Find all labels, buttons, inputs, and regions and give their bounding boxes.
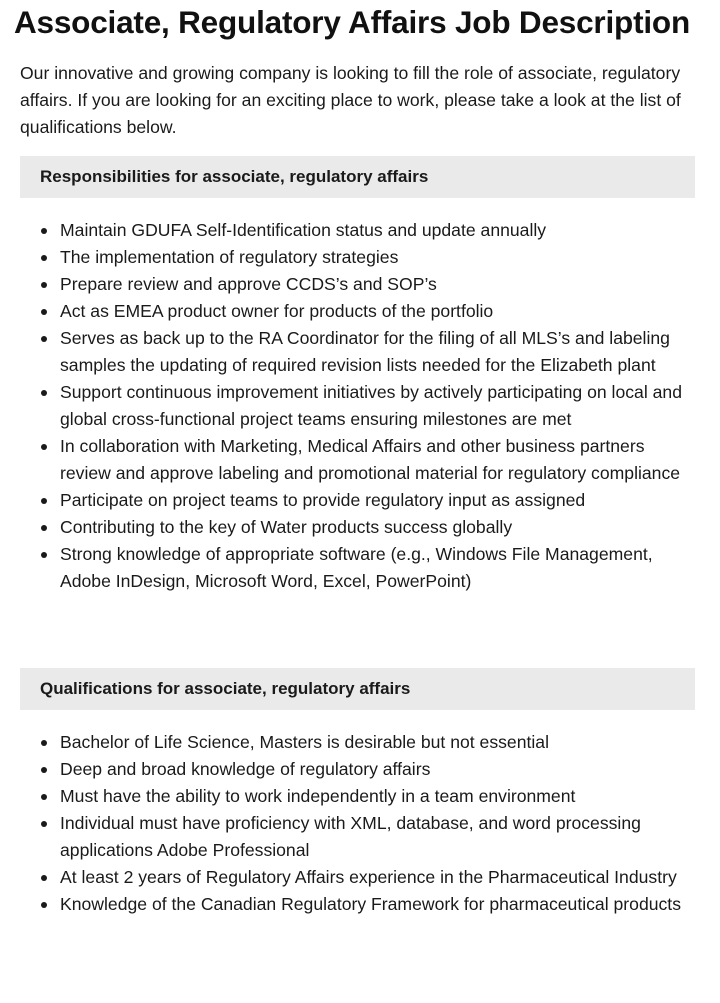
bullet-icon (41, 875, 47, 881)
list-item (20, 298, 692, 325)
list-item (20, 325, 692, 379)
list-item (20, 864, 692, 891)
list-item-text: Prepare review and approve CCDS’s and SOP’s (60, 274, 437, 294)
bullet-icon (41, 444, 47, 450)
list-item (20, 217, 692, 244)
list-item-text: Must have the ability to work independently in a team environment (60, 786, 576, 806)
list-item (20, 244, 692, 271)
bullet-icon (41, 336, 47, 342)
bullet-icon (41, 821, 47, 827)
list-item (20, 271, 692, 298)
bullet-icon (41, 228, 47, 234)
list-item (20, 514, 692, 541)
list-item-text: Maintain GDUFA Self-Identification status and update annually (60, 220, 547, 240)
list-item-text: Act as EMEA product owner for products of the portfolio (60, 301, 494, 321)
responsibilities-heading: Responsibilities for associate, regulatory affairs (20, 156, 695, 198)
list-item (20, 729, 692, 756)
intro-paragraph: Our innovative and growing company is looking to fill the role of associate, regulatory affairs. If you are looking for an exciting place to work, please take a look at the list of qualifications below. (20, 63, 681, 137)
bullet-icon (41, 794, 47, 800)
list-item-text: Bachelor of Life Science, Masters is desirable but not essential (60, 732, 549, 752)
list-item-text: The implementation of regulatory strategies (60, 247, 399, 267)
bullet-icon (41, 902, 47, 908)
list-item (20, 541, 692, 595)
list-item-text: Contributing to the key of Water products success globally (60, 517, 513, 537)
page-title: Associate, Regulatory Affairs Job Description (14, 4, 691, 40)
list-item (20, 783, 692, 810)
qualifications-heading: Qualifications for associate, regulatory affairs (20, 668, 695, 710)
bullet-icon (41, 390, 47, 396)
list-item-text: Deep and broad knowledge of regulatory affairs (60, 759, 431, 779)
list-item (20, 379, 692, 433)
responsibilities-list (20, 217, 692, 595)
bullet-icon (41, 282, 47, 288)
list-item (20, 810, 692, 864)
list-item (20, 487, 692, 514)
list-item (20, 433, 692, 487)
list-item (20, 891, 692, 918)
list-item-text: Serves as back up to the RA Coordinator for the filing of all MLS’s and labeling samples the updating of required revision lists needed for the Elizabeth plant (60, 328, 670, 375)
list-item (20, 756, 692, 783)
list-item-text: Individual must have proficiency with XML, database, and word processing applications Adobe Professional (60, 813, 641, 860)
bullet-icon (41, 552, 47, 558)
list-item-text: Knowledge of the Canadian Regulatory Framework for pharmaceutical products (60, 894, 681, 914)
list-item-text: Strong knowledge of appropriate software (e.g., Windows File Management, Adobe InDesign, Microsoft Word, Excel, PowerPoint) (60, 544, 653, 591)
list-item-text: Support continuous improvement initiatives by actively participating on local and global cross-functional project teams ensuring milestones are met (60, 382, 682, 429)
bullet-icon (41, 767, 47, 773)
bullet-icon (41, 740, 47, 746)
bullet-icon (41, 525, 47, 531)
bullet-icon (41, 255, 47, 261)
list-item-text: In collaboration with Marketing, Medical Affairs and other business partners review and approve labeling and promotional material for regulatory compliance (60, 436, 681, 483)
list-item-text: Participate on project teams to provide regulatory input as assigned (60, 490, 586, 510)
bullet-icon (41, 498, 47, 504)
qualifications-list (20, 729, 692, 918)
list-item-text: At least 2 years of Regulatory Affairs experience in the Pharmaceutical Industry (60, 867, 677, 887)
bullet-icon (41, 309, 47, 315)
